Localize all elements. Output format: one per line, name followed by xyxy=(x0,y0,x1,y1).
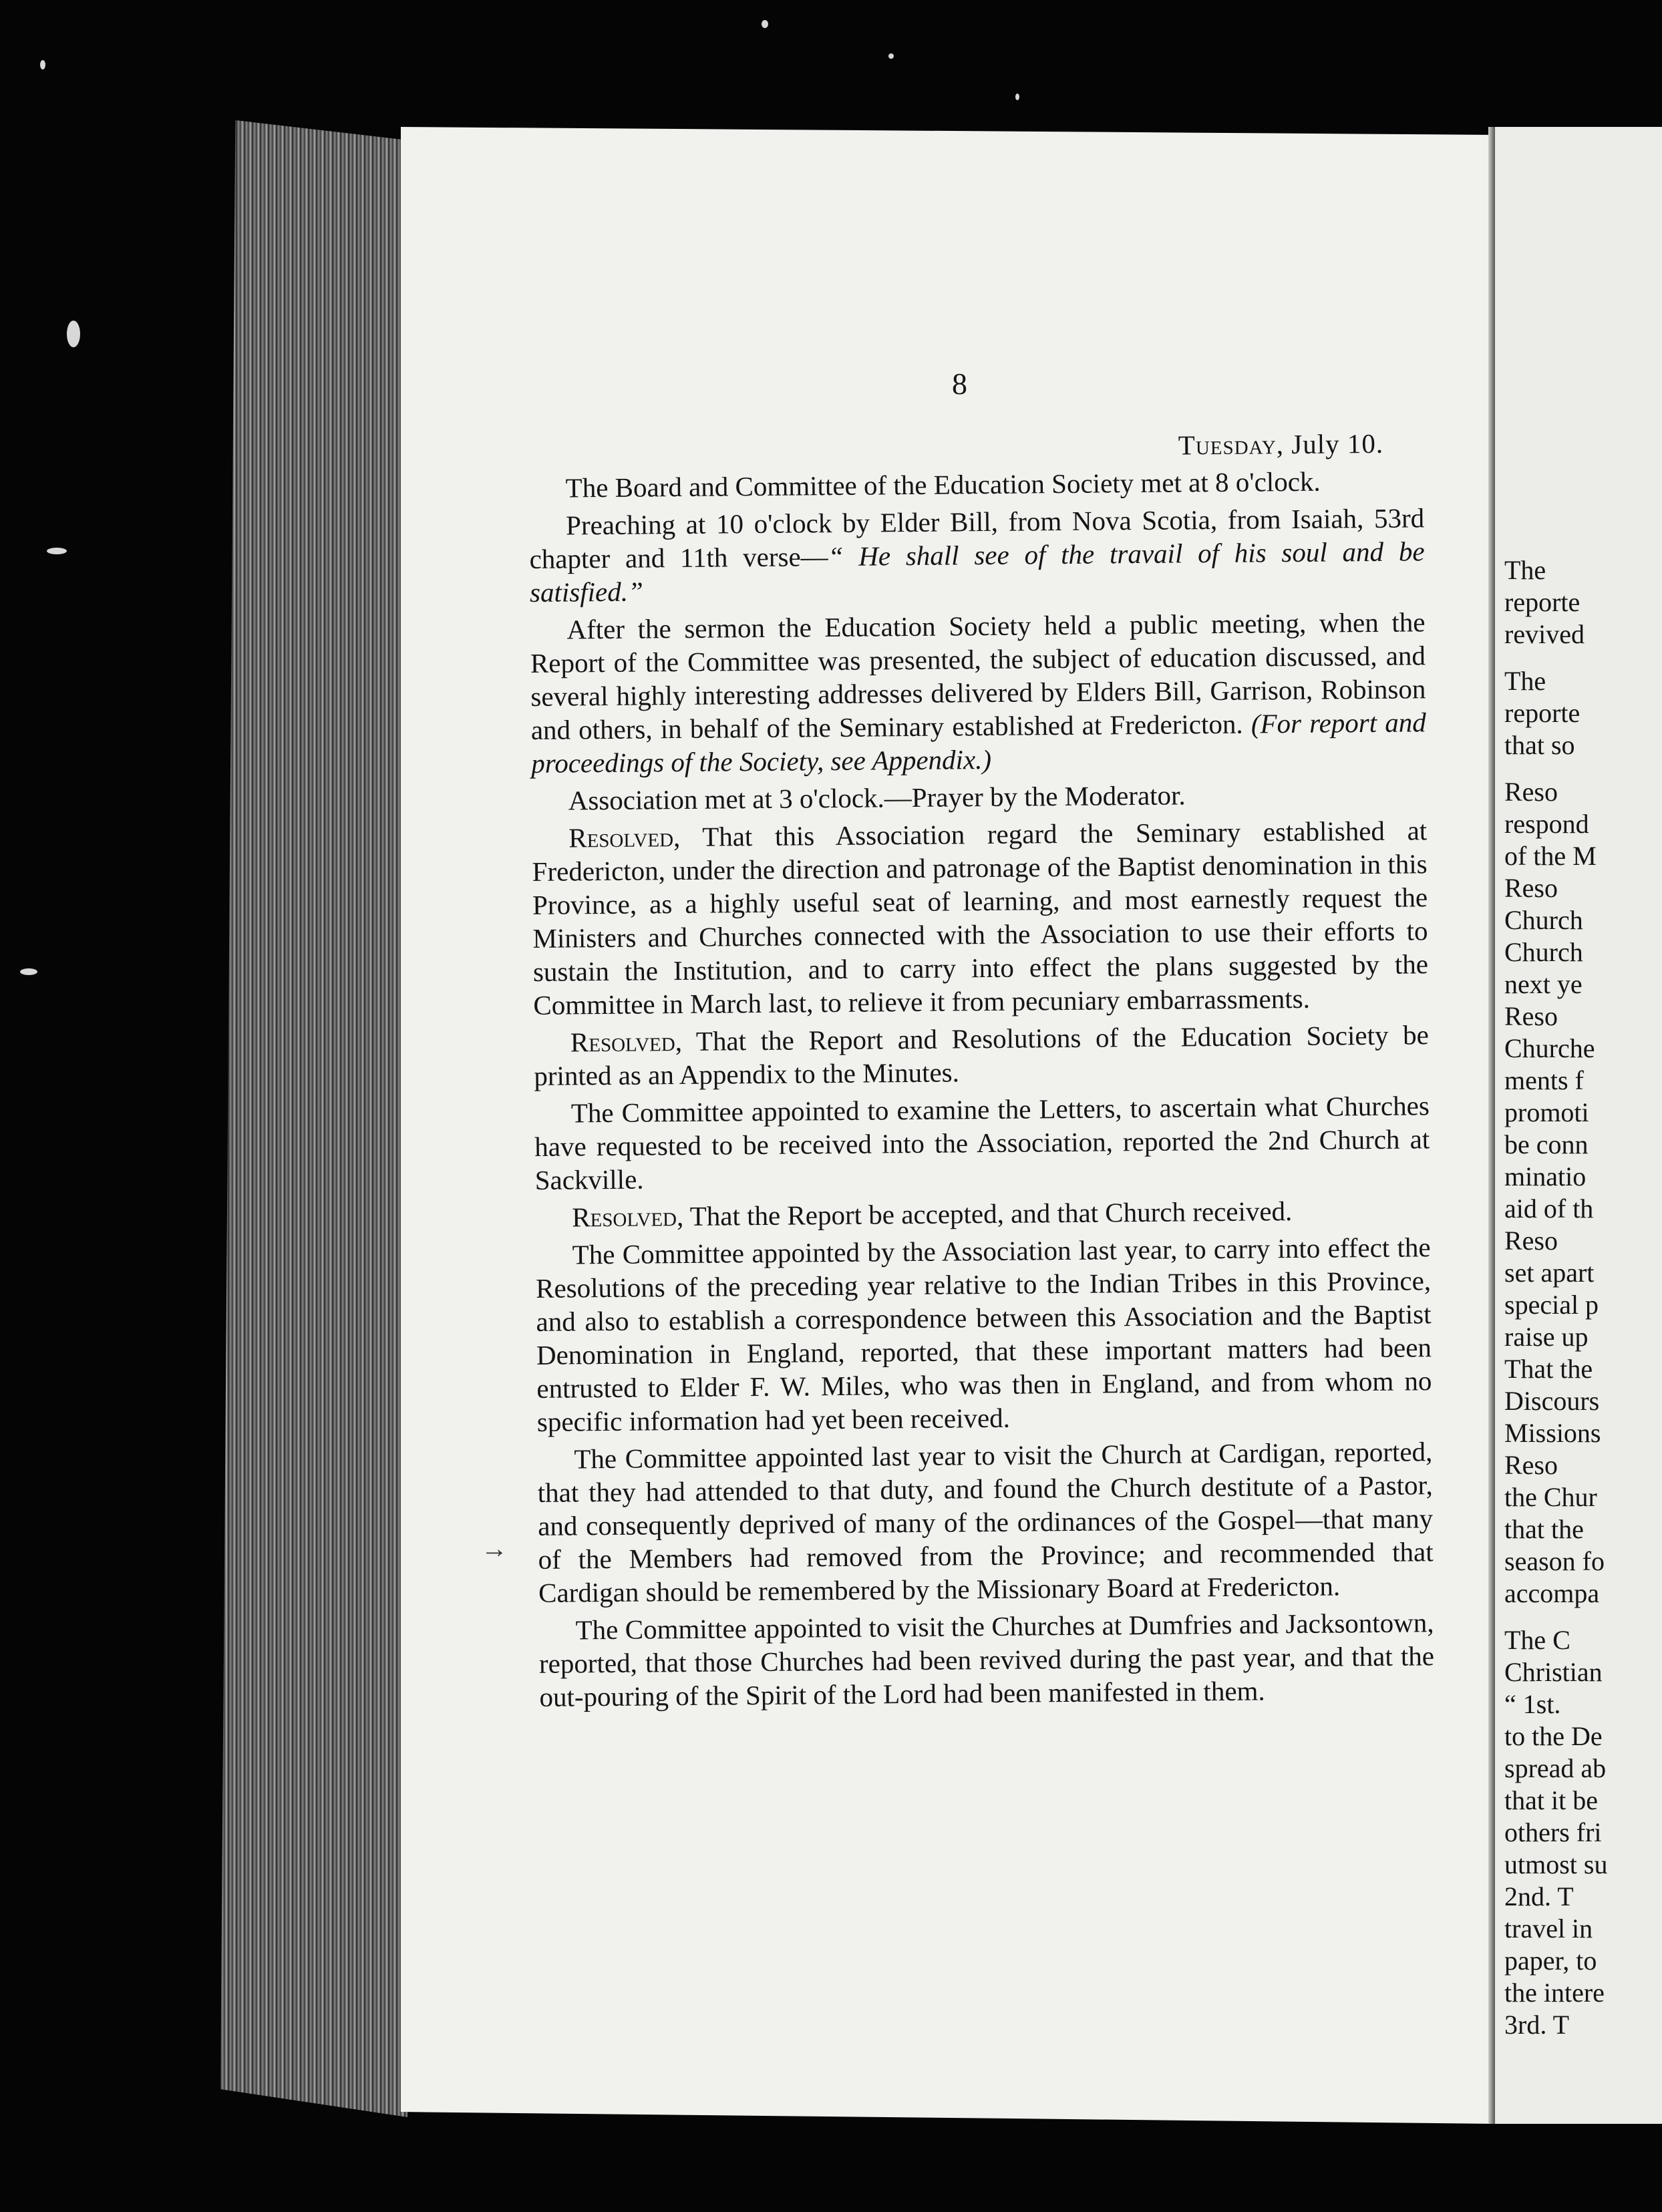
paragraph-text: , That the Report and Resolutions of the Education Society be printed as an Appendix to the Minutes. xyxy=(534,1019,1430,1091)
paragraph-text: , That this Association regard the Seminary established at Fredericton, under the direction and patronage of the Baptist denomination in this Province, as a highly useful seat of learning, and most earnestly request the Ministers and Churches connected with the Association to use their efforts to sustain the Institution, and to carry into effect the plans suggested by the Committee in March last, to relieve it from pecuniary embarrassments. xyxy=(532,815,1429,1021)
right-page-line: that it be xyxy=(1504,1785,1598,1815)
paragraph-text: After the sermon the Education Society held a public meeting, when the Report of the Committee was presented, the subject of education discussed, and several highly interesting addresses delivered by Elders Bill, Garrison, Robinson and others, in behalf of the Seminary established at Fredericton. xyxy=(530,606,1426,745)
paragraph-text: The Committee appointed last year to visit the Church at Cardigan, reported, that they had attended to that duty, and found the Church destitute of a Pastor, and consequently deprived of many of the ordinances of the Gospel—that many of the Members had removed from the Province; and recommended that Cardigan should be remembered by the Missionary Board at Fredericton. xyxy=(537,1436,1434,1608)
right-page-line: spread ab xyxy=(1504,1753,1607,1783)
paragraph-italic: (For report and proceedings of the Society, see Appendix.) xyxy=(531,707,1426,779)
right-page-line: of the M xyxy=(1504,841,1597,871)
right-page-line: Reso xyxy=(1504,1001,1558,1031)
paragraph xyxy=(528,464,1424,505)
right-page-line: respond xyxy=(1504,809,1589,839)
right-page-line: 2nd. T xyxy=(1504,1881,1574,1911)
paragraph-text: , That the Report be accepted, and that Church received. xyxy=(676,1195,1293,1232)
right-page-line: “ 1st. xyxy=(1504,1689,1561,1719)
right-page-line xyxy=(1504,761,1662,776)
page-body xyxy=(528,353,1435,1718)
right-page-line: 3rd. T xyxy=(1504,2010,1570,2040)
paragraph-text: The Committee appointed by the Association last year, to carry into effect the Resolutions of the preceding year relative to the Indian Tribes in this Province, and also to establish a correspondence between this Association and the Baptist Denomination in England, reported, that these important matters had been entrusted to Elder F. W. Miles, who was then in England, and from whom no specific information had yet been received. xyxy=(535,1232,1432,1437)
right-page-line: ments f xyxy=(1504,1065,1584,1095)
paragraph xyxy=(535,1193,1430,1234)
right-page-line: The xyxy=(1504,666,1546,696)
right-page-line: Churche xyxy=(1504,1033,1595,1063)
paragraph-list xyxy=(528,464,1434,1714)
right-page-line: Reso xyxy=(1504,777,1558,807)
right-page-line: Reso xyxy=(1504,1450,1558,1480)
right-page-line: The C xyxy=(1504,1625,1570,1655)
right-page-line: Christian xyxy=(1504,1657,1603,1687)
paragraph xyxy=(530,605,1426,780)
right-page-line: Discours xyxy=(1504,1386,1600,1416)
resolved-lead: Resolved xyxy=(570,1026,675,1058)
right-page-line: that so xyxy=(1504,730,1575,760)
right-page-line: Missions xyxy=(1504,1418,1601,1448)
right-page-line: promoti xyxy=(1504,1097,1589,1127)
paragraph xyxy=(534,1018,1430,1093)
right-page-line: paper, to xyxy=(1504,1946,1597,1976)
book-fore-edge xyxy=(220,120,407,2117)
paragraph xyxy=(532,813,1429,1022)
paragraph-text: The Committee appointed to visit the Churches at Dumfries and Jacksontown, reported, that those Churches had been revived during the past year, and that the out-pouring of the Spirit of the Lord had been manifested in them. xyxy=(538,1607,1435,1712)
right-page-line: travel in xyxy=(1504,1913,1593,1944)
right-page-line: set apart xyxy=(1504,1258,1595,1288)
right-page-line: the intere xyxy=(1504,1978,1605,2008)
paragraph xyxy=(532,776,1427,817)
right-page-line: That the xyxy=(1504,1354,1593,1384)
margin-arrow-mark: → xyxy=(481,1533,508,1563)
right-page-line: special p xyxy=(1504,1290,1599,1320)
right-page-line: raise up xyxy=(1504,1322,1589,1352)
heading-date: , July 10. xyxy=(1276,427,1384,460)
right-page-line xyxy=(1504,1610,1662,1624)
right-page-line: Church xyxy=(1504,937,1583,967)
resolved-lead: Resolved xyxy=(571,1201,677,1233)
right-page-line: reporte xyxy=(1504,698,1581,728)
right-page-line: the Chur xyxy=(1504,1482,1597,1512)
right-page-line: next ye xyxy=(1504,969,1583,999)
paragraph-text: Preaching at 10 o'clock by Elder Bill, from Nova Scotia, from Isaiah, 53rd chapter and 11th verse— xyxy=(529,502,1425,574)
right-page-line: to the De xyxy=(1504,1721,1603,1751)
right-page-text xyxy=(1504,554,1662,2041)
right-page-line: The xyxy=(1504,555,1546,585)
right-page-line: others fri xyxy=(1504,1817,1602,1847)
right-page-line: Reso xyxy=(1504,1226,1558,1256)
section-heading xyxy=(528,427,1383,468)
right-page-line: revived xyxy=(1504,619,1585,649)
right-page-line: season fo xyxy=(1504,1546,1605,1576)
right-page-line: reporte xyxy=(1504,587,1581,617)
page-number: 8 xyxy=(952,367,967,401)
right-page-line: aid of th xyxy=(1504,1193,1594,1224)
paragraph-text: The Committee appointed to examine the Letters, to ascertain what Churches have requested to be received into the Association, reported the 2nd Church at Sackville. xyxy=(534,1090,1430,1195)
right-page-line: be conn xyxy=(1504,1129,1589,1159)
paragraph-italic: “ He shall see of the travail of his soul and be satisfied.” xyxy=(529,536,1425,608)
paragraph xyxy=(535,1230,1432,1439)
paragraph xyxy=(537,1435,1434,1610)
paragraph-text: Association met at 3 o'clock.—Prayer by the Moderator. xyxy=(568,779,1186,816)
right-page-line: Reso xyxy=(1504,873,1558,903)
right-page-line: accompa xyxy=(1504,1578,1600,1608)
right-page-line: Church xyxy=(1504,905,1583,935)
paragraph xyxy=(538,1606,1434,1714)
paragraph xyxy=(534,1089,1430,1197)
paragraph-text: The Board and Committee of the Education Society met at 8 o'clock. xyxy=(565,466,1321,504)
right-page-line: that the xyxy=(1504,1514,1584,1544)
resolved-lead: Resolved xyxy=(568,821,674,854)
right-page-line xyxy=(1504,651,1662,665)
right-page xyxy=(1495,127,1662,2124)
right-page-line: utmost su xyxy=(1504,1849,1608,1879)
right-page-line: minatio xyxy=(1504,1161,1587,1191)
heading-day: Tuesday xyxy=(1178,429,1277,461)
paragraph xyxy=(529,501,1425,609)
